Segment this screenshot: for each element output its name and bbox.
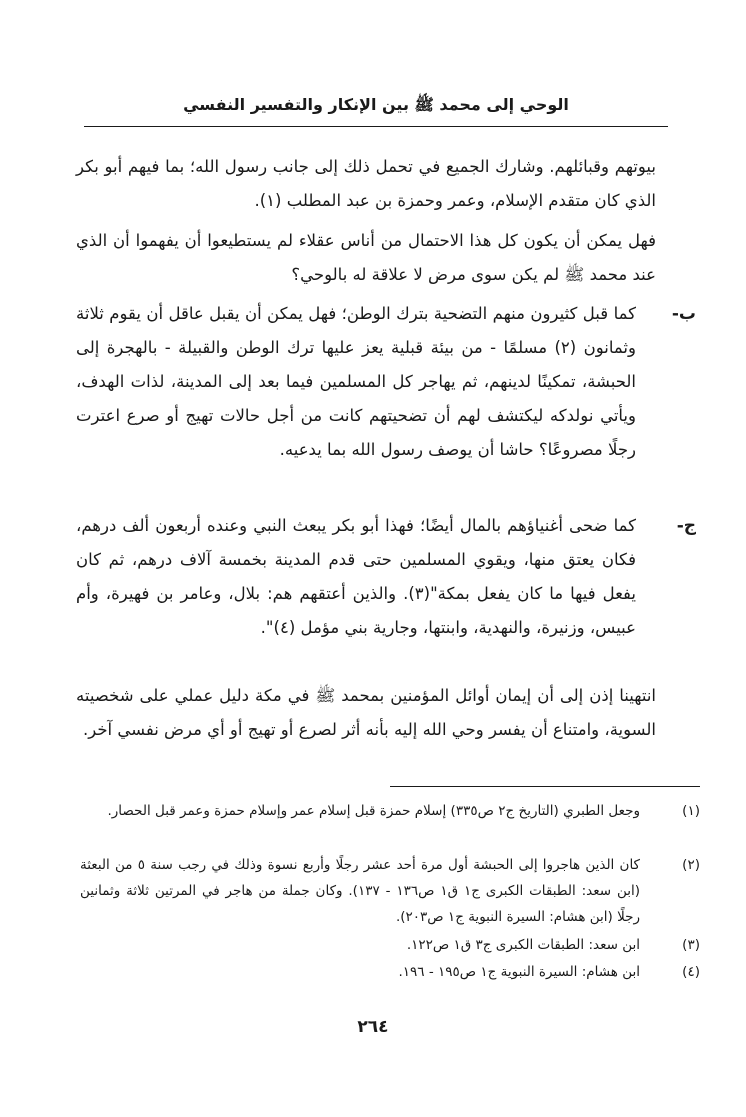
footnote-2-number: (٢) — [682, 857, 700, 873]
paragraph-2-text: فهل يمكن أن يكون كل هذا الاحتمال من أناس عقلاء لم يستطيعوا أن يفهموا أن الذي عند محمد ﷺ لم يكن سوى مرض لا علاقة له بالوحي؟ — [76, 231, 656, 284]
footnote-1 — [80, 798, 700, 824]
paragraph-1 — [76, 150, 656, 218]
footnote-divider — [390, 786, 700, 787]
running-header: الوحي إلى محمد ﷺ بين الإنكار والتفسير النفسي — [183, 95, 569, 114]
footnote-2 — [80, 852, 700, 930]
page-number: ٢٦٤ — [357, 1017, 389, 1037]
paragraph-1-text: بيوتهم وقبائلهم. وشارك الجميع في تحمل ذلك إلى جانب رسول الله؛ بما فيهم أبو بكر الذي كان متقدم الإسلام، وعمر وحمزة بن عبد المطلب (١). — [76, 157, 656, 210]
footnote-1-number: (١) — [682, 803, 700, 819]
footnote-3-text: ابن سعد: الطبقات الكبرى ج٣ ق١ ص١٢٢. — [406, 937, 640, 953]
footnote-3-number: (٣) — [682, 937, 700, 953]
list-item-b-text: كما قبل كثيرون منهم التضحية بترك الوطن؛ فهل يمكن أن يقبل عاقل أن يقوم ثلاثة وثمانون (٢) مسلمًا - من بيئة قبلية يعز عليها ترك الوطن والقبيلة - بالهجرة إلى الحبشة، تمكينًا لدينهم، ثم يهاجر كل المسلمين فيما بعد إلى المدينة، لذات الهدف، ويأتي نولدكه ليكتشف لهم أن تضحيتهم كانت من أجل حالات تهيج أو صرع اعترت رجلًا مصروعًا؟ حاشا أن يوصف رسول الله بما يدعيه. — [76, 304, 636, 459]
list-item-j — [76, 509, 696, 645]
list-item-b-label: ب- — [671, 304, 696, 324]
paragraph-3-text: انتهينا إذن إلى أن إيمان أوائل المؤمنين بمحمد ﷺ في مكة دليل عملي على شخصيته السوية، وامتناع أن يفسر وحي الله إليه بأنه أثر لصرع أو تهيج أو أي مرض نفسي آخر. — [76, 686, 656, 739]
footnote-1-text: وجعل الطبري (التاريخ ج٢ ص٣٣٥) إسلام حمزة قبل إسلام عمر وإسلام حمزة وعمر قبل الحصار. — [107, 803, 640, 819]
paragraph-3 — [76, 679, 656, 747]
footnote-4-text: ابن هشام: السيرة النبوية ج١ ص١٩٥ - ١٩٦. — [398, 964, 640, 980]
list-item-j-label: ج- — [676, 516, 696, 536]
header-divider — [84, 126, 668, 127]
footnote-3 — [80, 932, 700, 958]
footnote-2-text: كان الذين هاجروا إلى الحبشة أول مرة أحد عشر رجلًا وأربع نسوة وذلك في رجب سنة ٥ من البعثة (ابن سعد: الطبقات الكبرى ج١ ق١ ص١٣٦ - ١٣٧). وكان جملة من هاجر في المرتين ثلاثة وثمانين رجلًا (ابن هشام: السيرة النبوية ج١ ص٢٠٣). — [80, 857, 640, 925]
list-item-b — [76, 297, 696, 467]
paragraph-2 — [76, 224, 656, 292]
footnote-4-number: (٤) — [682, 964, 700, 980]
footnote-4 — [80, 959, 700, 985]
list-item-j-text: كما ضحى أغنياؤهم بالمال أيضًا؛ فهذا أبو بكر يبعث النبي وعنده أربعون ألف درهم، فكان يعتق منها، ويقوي المسلمين حتى قدم المدينة بخمسة آلاف درهم، ثم كان يفعل فيها ما كان يفعل بمكة"(٣). والذين أعتقهم هم: بلال، وعامر بن فهيرة، وأم عبيس، وزنيرة، والنهدية، وابنتها، وجارية بني مؤمل (٤)". — [76, 516, 636, 637]
